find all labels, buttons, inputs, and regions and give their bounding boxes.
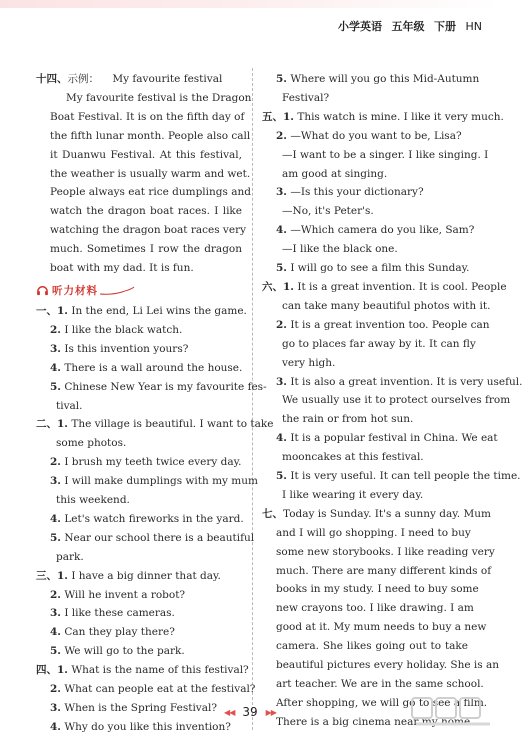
list-item-line xyxy=(262,70,480,89)
list-item-line xyxy=(36,340,242,359)
essay-line: the weather is usually warm and wet. xyxy=(50,167,251,180)
list-item-line xyxy=(36,661,249,680)
item-text: I like the black watch. xyxy=(64,323,183,336)
page-header xyxy=(0,18,482,34)
list-item-line xyxy=(36,415,274,434)
essay-line: watch the dragon boat races. I like xyxy=(50,205,242,218)
header-subject: 小学英语 xyxy=(338,20,382,33)
item-text: It is also a great invention. It is very useful. xyxy=(290,375,522,388)
item-number: 2. xyxy=(50,323,61,336)
item-text: some photos. xyxy=(56,437,127,450)
item-number: 4. xyxy=(50,512,61,525)
list-item-line xyxy=(262,391,511,410)
item-text: the rain or from hot sun. xyxy=(282,413,414,426)
list-item-line xyxy=(36,453,242,472)
item-number: 3. xyxy=(276,186,287,199)
list-item-line xyxy=(36,378,267,397)
item-text: —No, it's Peter's. xyxy=(282,205,374,218)
header-grade: 五年级 xyxy=(391,20,425,33)
item-text: I brush my teeth twice every day. xyxy=(64,456,242,469)
paragraph-text: good at it. My mum needs to buy a new xyxy=(276,621,487,634)
top-decor-strip xyxy=(0,0,500,8)
paragraph-line xyxy=(262,562,492,581)
item-text: Let's watch fireworks in the yard. xyxy=(64,512,244,525)
essay-heading xyxy=(36,70,242,89)
item-text: I like wearing it every day. xyxy=(282,488,424,501)
paragraph-text: art teacher. We are in the same school. xyxy=(276,678,484,690)
item-number: 5. xyxy=(276,262,287,275)
list-item-line xyxy=(36,529,255,548)
essay-line: watching the dragon boat races very xyxy=(50,224,247,237)
watermark-logo xyxy=(410,694,496,734)
essay-line: People always eat rice dumplings and xyxy=(50,186,251,199)
list-item-line xyxy=(262,108,504,127)
item-number: 1. xyxy=(283,280,294,293)
listening-header xyxy=(36,280,242,302)
item-text: mooncakes at this festival. xyxy=(282,451,424,464)
paragraph-line xyxy=(262,543,495,562)
paragraph-line xyxy=(262,637,468,656)
list-item-line xyxy=(262,183,468,202)
item-text: —I want to be a singer. I like singing. I xyxy=(282,148,489,161)
item-text: Where will you go this Mid-Autumn xyxy=(290,73,480,85)
section-label: 四、 xyxy=(36,664,57,677)
list-item-line xyxy=(262,259,468,278)
item-text: It is very useful. It can tell people the time. xyxy=(290,470,521,483)
list-item-line xyxy=(36,302,247,321)
list-item-line xyxy=(262,127,468,146)
essay-line: boat with my dad. It is fun. xyxy=(50,262,194,275)
item-text: Chinese New Year is my favourite fes- xyxy=(64,380,267,393)
item-number: 4. xyxy=(50,361,61,374)
list-item-line xyxy=(262,165,468,184)
section-2 xyxy=(36,415,274,566)
section-label: 五、 xyxy=(262,110,283,123)
item-number: 5. xyxy=(50,380,61,393)
list-item-line xyxy=(262,373,522,392)
item-number: 1. xyxy=(57,569,68,582)
item-number: 2. xyxy=(50,456,61,469)
list-item-line xyxy=(262,486,468,505)
paragraph-line xyxy=(262,599,474,618)
item-number: 1. xyxy=(57,418,68,431)
item-number: 1. xyxy=(57,664,68,677)
list-item-line xyxy=(262,146,489,165)
item-text: go to places far away by it. It can fly xyxy=(282,337,476,350)
item-text: This watch is mine. I like it very much. xyxy=(297,110,504,123)
item-number: 2. xyxy=(50,683,61,696)
item-text: tival. xyxy=(56,399,83,412)
item-number: 5. xyxy=(276,470,287,483)
paragraph-text: Today is Sunday. It's a sunny day. Mum xyxy=(283,507,491,520)
item-text: very high. xyxy=(282,356,336,369)
list-item-line xyxy=(262,316,490,335)
example-label: 示例： xyxy=(67,73,99,85)
item-text: —Is this your dictionary? xyxy=(290,186,424,199)
item-number: 3. xyxy=(50,607,61,620)
item-text: Can they play there? xyxy=(64,626,175,639)
item-text: We usually use it to protect ourselves from xyxy=(282,394,511,407)
item-number: 2. xyxy=(276,129,287,142)
item-text: We will go to the park. xyxy=(64,645,185,658)
paragraph-text: There is a big cinema near my home. xyxy=(276,715,474,728)
paragraph-text: beautiful pictures every holiday. She is an xyxy=(276,659,500,672)
item-text: Is this invention yours? xyxy=(64,342,189,355)
section-label: 三、 xyxy=(36,569,57,582)
paragraph-text: After shopping, we will go to see a film. xyxy=(276,696,488,709)
list-item-line xyxy=(36,642,242,661)
essay-line: much. Sometimes I row the dragon xyxy=(50,243,242,256)
item-number: 1. xyxy=(57,304,68,317)
list-item-line xyxy=(36,510,242,529)
item-text: Near our school there is a beautiful xyxy=(64,531,255,544)
item-number: 4. xyxy=(50,720,61,733)
list-item-line xyxy=(262,221,475,240)
item-text: I will go to see a film this Sunday. xyxy=(290,262,470,275)
list-item-line xyxy=(36,397,242,416)
item-text: It is a great invention too. People can xyxy=(290,318,490,331)
section-4-continued xyxy=(262,70,480,108)
item-number: 3. xyxy=(50,342,61,355)
prev-arrows-icon: ◀◀ xyxy=(224,707,235,717)
item-number: 3. xyxy=(276,375,287,388)
list-item-line xyxy=(36,359,242,378)
item-number: 4. xyxy=(50,626,61,639)
list-item-line xyxy=(36,434,242,453)
paragraph-line xyxy=(262,675,484,694)
item-text: —I like the black one. xyxy=(282,243,398,256)
item-text: What is the name of this festival? xyxy=(71,664,249,677)
section-label: 十四、 xyxy=(36,73,68,85)
item-number: 5. xyxy=(50,531,61,544)
headphones-icon xyxy=(36,284,49,297)
section-label: 七、 xyxy=(262,507,283,520)
paragraph-line xyxy=(262,656,500,675)
list-item-line xyxy=(262,354,468,373)
item-text: can take many beautiful photos with it. xyxy=(282,299,491,312)
right-column xyxy=(262,70,522,732)
paragraph-line xyxy=(262,505,491,524)
item-text: this weekend. xyxy=(56,494,130,507)
next-arrows-icon: ▶▶ xyxy=(265,707,276,717)
column-divider xyxy=(252,68,253,730)
section-3 xyxy=(36,567,242,662)
page-number: 39 xyxy=(242,705,258,719)
list-item-line xyxy=(36,491,242,510)
item-text: I like these cameras. xyxy=(64,607,175,620)
item-number: 5. xyxy=(276,73,287,85)
list-item-line xyxy=(262,297,491,316)
list-item-line xyxy=(262,202,468,221)
item-text: I will make dumplings with my mum xyxy=(64,475,258,488)
list-item-line xyxy=(262,335,476,354)
list-item-line xyxy=(36,604,242,623)
paragraph-text: books in my study. I need to buy some xyxy=(276,583,479,596)
listening-title: 听力材料 xyxy=(52,284,98,297)
paragraph-text: much. There are many different kinds of xyxy=(276,564,492,577)
item-number: 3. xyxy=(50,702,61,714)
item-text: park. xyxy=(56,550,84,563)
essay-body xyxy=(36,89,252,278)
item-text: Will he invent a robot? xyxy=(64,588,186,601)
section-5 xyxy=(262,108,504,278)
paragraph-text: some new storybooks. I like reading very xyxy=(276,545,495,558)
paragraph-text: camera. She likes going out to take xyxy=(276,640,468,653)
item-number: 2. xyxy=(50,588,61,601)
item-number: 5. xyxy=(50,645,61,658)
paragraph-line xyxy=(262,618,487,637)
essay-line: the fifth lunar month. People also call xyxy=(50,129,251,142)
section-6 xyxy=(262,278,522,505)
list-item-line xyxy=(36,567,242,586)
paragraph-line xyxy=(262,580,479,599)
list-item-line xyxy=(36,586,242,605)
item-text: I have a big dinner that day. xyxy=(71,569,221,582)
item-text: —What do you want to be, Lisa? xyxy=(290,129,462,142)
list-item-line xyxy=(262,278,507,297)
list-item-line xyxy=(262,467,521,486)
item-text: Festival? xyxy=(282,91,330,104)
section-1 xyxy=(36,302,267,415)
item-number: 4. xyxy=(276,224,287,237)
paragraph-text: new crayons too. I like drawing. I am xyxy=(276,602,474,615)
item-text: There is a wall around the house. xyxy=(64,361,243,374)
list-item-line xyxy=(262,429,498,448)
item-text: When is the Spring Festival? xyxy=(64,702,217,714)
list-item-line xyxy=(36,623,242,642)
essay-line: My favourite festival is the Dragon xyxy=(66,91,252,104)
item-text: In the end, Li Lei wins the game. xyxy=(71,304,247,317)
item-number: 2. xyxy=(276,318,287,331)
paragraph-line xyxy=(262,524,471,543)
item-text: It is a popular festival in China. We eat xyxy=(290,432,498,445)
list-item-line xyxy=(36,718,242,737)
list-item-line xyxy=(262,89,468,108)
list-item-line xyxy=(262,448,468,467)
essay-title: My favourite festival xyxy=(112,73,223,85)
header-term: 下册 xyxy=(434,20,456,33)
header-edition: HN xyxy=(465,20,482,33)
list-item-line xyxy=(262,410,468,429)
item-text: The village is beautiful. I want to take xyxy=(71,418,274,431)
item-number: 1. xyxy=(283,110,294,123)
essay-line: it Duanwu Festival. At this festival, xyxy=(50,148,242,161)
essay-line: Boat Festival. It is on the fifth day of xyxy=(50,110,245,123)
item-text: —Which camera do you like, Sam? xyxy=(290,224,475,237)
item-text: Why do you like this invention? xyxy=(64,720,231,733)
list-item-line xyxy=(36,321,242,340)
item-text: am good at singing. xyxy=(282,167,388,180)
item-number: 4. xyxy=(276,432,287,445)
section-label: 一、 xyxy=(36,304,57,317)
section-label: 六、 xyxy=(262,280,283,293)
paragraph-text: and I will go shopping. I need to buy xyxy=(276,526,471,539)
section-label: 二、 xyxy=(36,418,57,431)
list-item-line xyxy=(36,472,258,491)
item-text: It is a great invention. It is cool. People xyxy=(297,280,507,293)
list-item-line xyxy=(36,548,242,567)
item-text: What can people eat at the festival? xyxy=(64,683,256,696)
underline-decor xyxy=(100,286,134,296)
list-item-line xyxy=(262,240,468,259)
list-item-line xyxy=(36,680,256,699)
item-number: 3. xyxy=(50,475,61,488)
